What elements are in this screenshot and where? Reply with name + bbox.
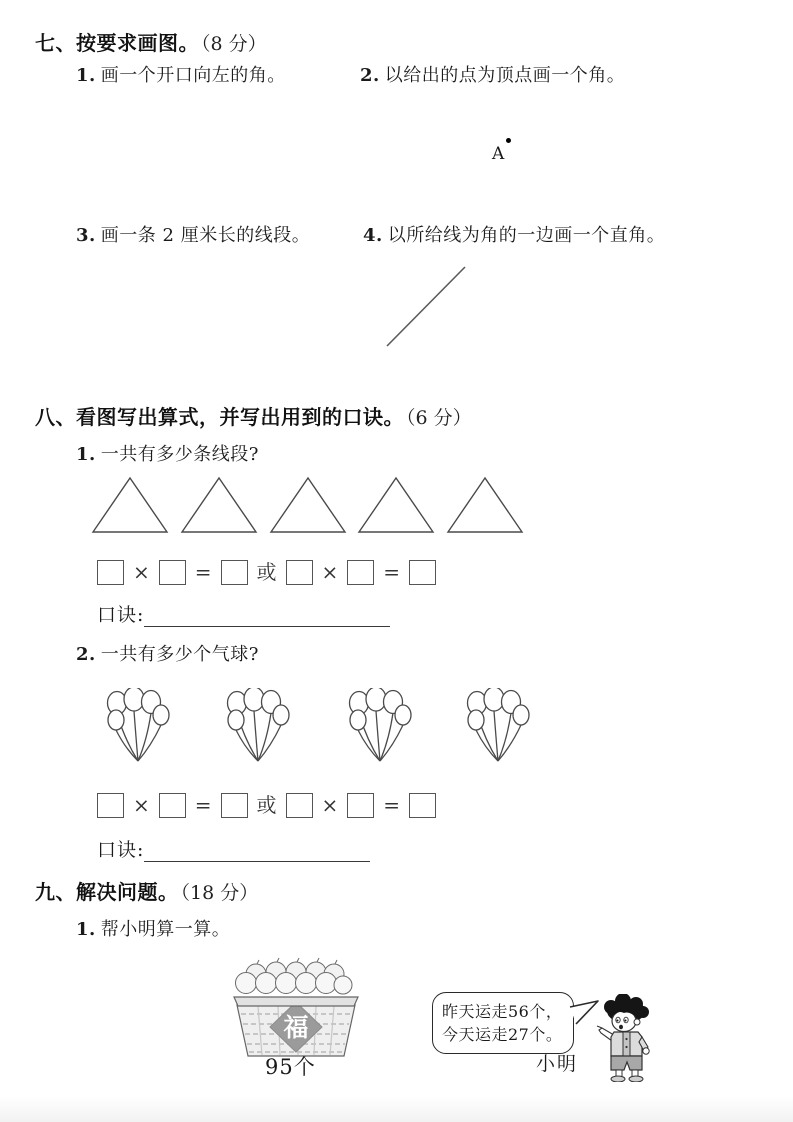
section-nine-header <box>35 876 258 905</box>
section-seven-score: （8 分） <box>201 33 267 55</box>
apple <box>316 973 337 994</box>
question-7-1-number: 1. <box>76 65 96 86</box>
equals-sign: = <box>194 560 212 584</box>
question-7-2 <box>360 61 625 87</box>
section-eight-title: 八、看图写出算式，并写出用到的口诀。 <box>35 405 404 429</box>
answer-box[interactable] <box>286 793 313 818</box>
section-seven-title: 七、按要求画图。 <box>35 31 199 55</box>
boy-shorts <box>611 1056 642 1070</box>
apple-count-label: 95个 <box>265 1055 316 1079</box>
answer-blank[interactable] <box>144 607 390 627</box>
given-line-figure <box>383 262 471 352</box>
question-8-1-text: 一共有多少条线段? <box>100 444 259 465</box>
equation-row-2 <box>97 791 436 819</box>
koujue-label: 口诀: <box>97 604 145 626</box>
boy-shoe <box>629 1076 643 1082</box>
question-7-4 <box>363 221 665 247</box>
answer-box[interactable] <box>409 560 436 585</box>
triangle-shape <box>359 478 433 532</box>
xiaoming-illustration <box>596 994 658 1082</box>
section-nine-score: （18 分） <box>180 882 259 904</box>
balloons-figure <box>93 688 538 768</box>
question-7-4-text: 以所给线为角的一边画一个直角。 <box>387 225 666 246</box>
answer-box[interactable] <box>347 560 374 585</box>
answer-box[interactable] <box>286 560 313 585</box>
times-sign: × <box>321 793 339 817</box>
answer-box[interactable] <box>97 793 124 818</box>
times-sign: × <box>133 793 150 817</box>
question-8-2-text: 一共有多少个气球? <box>100 644 259 665</box>
boy-shoe <box>611 1076 625 1082</box>
question-9-1-number: 1. <box>76 919 96 940</box>
answer-box[interactable] <box>159 793 186 818</box>
question-8-1-number: 1. <box>76 444 96 465</box>
fu-character: 福 <box>283 1013 309 1042</box>
answer-box[interactable] <box>159 560 186 585</box>
speech-bubble <box>432 992 574 1054</box>
equation-row-1 <box>97 558 436 586</box>
apple-basket-figure <box>228 956 364 1060</box>
question-8-1 <box>76 440 259 466</box>
boy-ear <box>634 1019 640 1025</box>
apple <box>236 973 257 994</box>
question-7-2-number: 2. <box>360 65 380 86</box>
question-7-3-text: 画一条 2 厘米长的线段。 <box>100 225 311 246</box>
basket-rim <box>234 997 358 1006</box>
answer-blank[interactable] <box>144 842 370 862</box>
given-line <box>387 267 465 346</box>
triangle-shape <box>182 478 256 532</box>
koujue-label: 口诀: <box>97 839 145 861</box>
section-eight-header <box>35 401 472 430</box>
question-8-2 <box>76 640 259 666</box>
or-character: 或 <box>256 560 277 584</box>
section-seven-header <box>35 27 267 56</box>
section-nine-title: 九、解决问题。 <box>35 880 179 904</box>
question-9-1 <box>76 915 230 941</box>
balloon-bunch <box>228 688 290 761</box>
section-eight-score: （6 分） <box>406 407 472 429</box>
answer-box[interactable] <box>347 793 374 818</box>
speech-line-2: 今天运走27个。 <box>442 1025 563 1045</box>
question-7-1 <box>76 61 286 87</box>
equals-sign: = <box>194 793 212 817</box>
balloon-bunch <box>350 688 412 761</box>
speech-line-1: 昨天运走56个， <box>442 1002 563 1021</box>
apple <box>296 973 317 994</box>
koujue-line-2 <box>97 835 370 862</box>
balloon-bunch <box>108 688 170 761</box>
koujue-line-1 <box>97 600 390 627</box>
equals-sign: = <box>383 793 401 817</box>
times-sign: × <box>321 560 339 584</box>
question-7-2-text: 以给出的点为顶点画一个角。 <box>384 65 626 86</box>
triangles-figure <box>90 470 535 540</box>
question-7-1-text: 画一个开口向左的角。 <box>100 65 286 86</box>
balloon-bunch <box>468 688 530 761</box>
apple <box>334 976 352 994</box>
question-7-3-number: 3. <box>76 225 96 246</box>
question-9-1-text: 帮小明算一算。 <box>100 919 231 940</box>
triangle-shape <box>448 478 522 532</box>
apple <box>276 973 297 994</box>
question-8-2-number: 2. <box>76 644 96 665</box>
answer-box[interactable] <box>97 560 124 585</box>
vertex-point-label: A <box>492 144 505 164</box>
or-character: 或 <box>256 793 277 817</box>
answer-box[interactable] <box>221 560 248 585</box>
speaker-name: 小明 <box>536 1053 579 1075</box>
equals-sign: = <box>383 560 401 584</box>
answer-box[interactable] <box>221 793 248 818</box>
boy-mouth <box>619 1025 623 1030</box>
triangle-shape <box>93 478 167 532</box>
answer-box[interactable] <box>409 793 436 818</box>
vertex-point-dot <box>506 138 511 143</box>
apple <box>256 973 277 994</box>
question-7-4-number: 4. <box>363 225 383 246</box>
times-sign: × <box>133 560 150 584</box>
page-bottom-shade <box>0 1096 793 1122</box>
question-7-3 <box>76 221 310 247</box>
triangle-shape <box>271 478 345 532</box>
